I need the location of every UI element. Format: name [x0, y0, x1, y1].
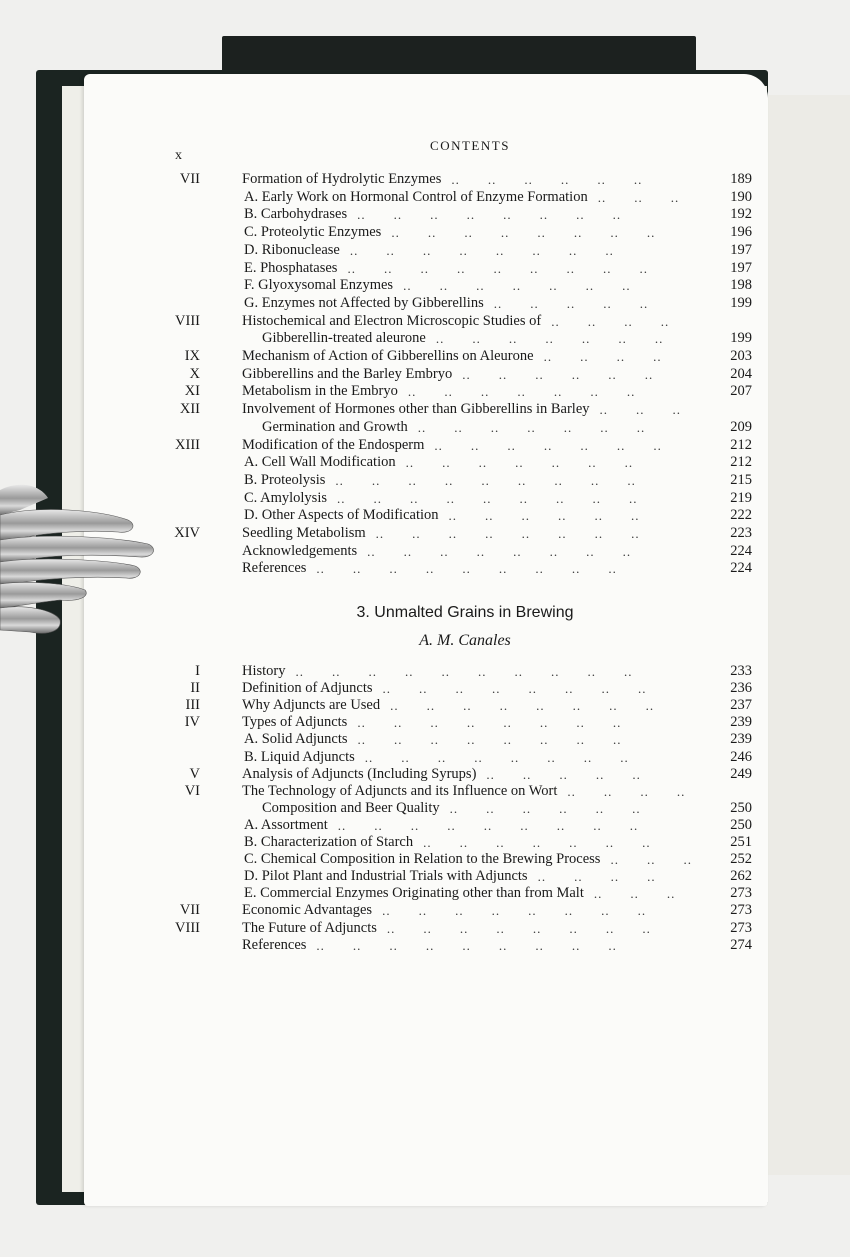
leader-dots: .. .. .. .. — [543, 349, 662, 364]
leader-dots: .. .. .. .. .. .. .. .. — [375, 526, 640, 541]
leader-dots: .. .. .. .. .. .. .. — [407, 384, 636, 400]
toc-entry-number: II — [190, 680, 200, 697]
toc-entry-page: 252 — [730, 851, 752, 868]
toc-entry — [0, 329, 850, 347]
toc-entry — [0, 884, 850, 902]
leader-dots: .. .. .. — [599, 402, 682, 418]
leader-dots: .. .. .. .. .. .. .. .. .. — [347, 260, 648, 276]
toc-entry-number: III — [185, 697, 200, 714]
leader-dots: .. .. .. .. .. .. .. .. — [390, 698, 655, 714]
toc-entry-title: Types of Adjuncts — [242, 714, 348, 731]
toc-entry-number: XIV — [174, 525, 200, 541]
leader-dots: .. .. .. .. .. .. .. — [434, 437, 662, 453]
toc-entry-title: B. Proteolysis — [244, 471, 326, 488]
toc-entry-number: VIII — [175, 312, 200, 329]
leader-dots: .. .. .. .. .. .. .. .. — [382, 903, 647, 919]
toc-entry-title: Germination and Growth — [262, 418, 408, 435]
leader-dots: .. .. .. .. .. .. .. .. — [357, 732, 622, 748]
toc-entry-page: 212 — [730, 436, 752, 453]
toc-entry — [0, 312, 850, 330]
leader-dots: .. .. .. .. .. .. — [448, 508, 640, 524]
toc-entry-page: 251 — [730, 834, 752, 850]
toc-entry — [0, 833, 850, 851]
toc-entry-title: F. Glyoxysomal Enzymes — [244, 277, 394, 294]
toc-entry — [0, 713, 850, 731]
toc-entry-title: C. Amylolysis — [244, 489, 327, 506]
toc-entry — [0, 850, 850, 868]
toc-entry-number: XII — [179, 401, 200, 418]
toc-entry — [0, 294, 850, 312]
toc-entry — [0, 276, 850, 294]
toc-entry-title: G. Enzymes not Affected by Gibberellins — [244, 294, 484, 311]
toc-entry-title: Metabolism in the Embryo — [242, 383, 398, 400]
toc-entry — [0, 259, 850, 277]
toc-entry-page: 207 — [730, 383, 752, 400]
toc-entry-number: V — [189, 765, 200, 782]
toc-entry-page: 192 — [730, 206, 752, 223]
toc-entry-page: 209 — [730, 418, 752, 435]
leader-dots: .. .. .. .. .. .. .. .. .. — [335, 472, 636, 488]
toc-entry-title: References — [242, 560, 307, 577]
toc-entry-page: 237 — [730, 697, 752, 714]
leader-dots: .. .. .. .. .. .. .. .. — [357, 207, 622, 223]
toc-entry-page: 236 — [730, 680, 752, 697]
leader-dots: .. .. .. .. .. .. .. — [435, 331, 664, 347]
toc-entry-title: Mechanism of Action of Gibberellins on Aleurone — [242, 348, 534, 364]
toc-entry — [0, 188, 850, 206]
toc-entry-title: A. Cell Wall Modification — [244, 454, 396, 471]
leader-dots: .. .. .. .. .. .. .. .. .. — [316, 561, 617, 577]
toc-entry — [0, 730, 850, 748]
toc-entry — [0, 382, 850, 400]
chapter-title: 3. Unmalted Grains in Brewing — [356, 604, 574, 621]
toc-entry-title: Modification of the Endosperm — [242, 436, 425, 453]
toc-entry-page: 219 — [730, 489, 752, 506]
leader-dots: .. .. .. .. .. .. .. .. — [349, 242, 614, 258]
toc-entry — [0, 662, 850, 680]
toc-entry-number: IX — [184, 348, 200, 364]
toc-entry — [0, 170, 850, 188]
toc-entry-page: 222 — [730, 507, 752, 524]
toc-entry-page: 233 — [730, 663, 752, 679]
toc-entry-page: 212 — [730, 454, 752, 471]
leader-dots: .. .. .. .. .. .. .. .. — [382, 681, 647, 697]
toc-entry-page: 189 — [730, 171, 752, 187]
toc-entry-number: I — [195, 663, 200, 679]
leader-dots: .. .. .. .. .. .. .. — [405, 455, 634, 471]
toc-entry-title: History — [242, 663, 286, 679]
toc-entry-page: 273 — [730, 902, 752, 919]
toc-entry-page: 249 — [730, 765, 752, 782]
toc-entry-page: 273 — [730, 885, 752, 902]
leader-dots: .. .. .. .. .. .. — [449, 800, 641, 816]
toc-entry-title: B. Carbohydrases — [244, 206, 348, 223]
toc-entry-number: VIII — [175, 919, 200, 936]
page-holder-hand — [0, 470, 160, 640]
toc-entry — [0, 679, 850, 697]
toc-entry — [0, 919, 850, 937]
toc-entry-number: VII — [179, 171, 200, 187]
toc-entry-title: A. Assortment — [244, 816, 328, 833]
toc-entry-page: 199 — [730, 294, 752, 311]
toc-entry-number: IV — [184, 714, 200, 731]
toc-entry-title: D. Other Aspects of Modification — [244, 507, 439, 524]
page-number: x — [175, 148, 182, 163]
leader-dots: .. .. .. — [597, 189, 680, 205]
toc-entry-page: 197 — [730, 259, 752, 276]
leader-dots: .. .. .. .. .. .. .. .. — [391, 225, 656, 241]
leader-dots: .. .. .. .. .. .. .. .. .. — [337, 490, 638, 506]
toc-entry-page: 273 — [730, 919, 752, 936]
toc-entry — [0, 365, 850, 383]
toc-entry-title: Seedling Metabolism — [242, 525, 366, 541]
toc-entry-number: XIII — [175, 436, 200, 453]
toc-entry-title: Involvement of Hormones other than Gibberellins in Barley — [242, 401, 590, 418]
toc-entry-title: E. Phosphatases — [244, 259, 338, 276]
leader-dots: .. .. .. .. .. .. .. .. — [386, 920, 651, 936]
leader-dots: .. .. .. .. .. .. .. — [423, 835, 651, 850]
toc-entry-title: The Future of Adjuncts — [242, 919, 377, 936]
toc-entry-page: 204 — [730, 365, 752, 382]
toc-entry — [0, 936, 850, 954]
leader-dots: .. .. .. .. .. .. .. .. .. .. — [295, 664, 633, 679]
toc-entry-page: 239 — [730, 731, 752, 748]
toc-entry — [0, 400, 850, 418]
toc-entry-title: Histochemical and Electron Microscopic Studies of — [242, 312, 542, 329]
toc-entry-page: 190 — [730, 188, 752, 205]
toc-entry — [0, 816, 850, 834]
toc-entry-title: The Technology of Adjuncts and its Influence on Wort — [242, 782, 558, 799]
toc-entry — [0, 347, 850, 365]
toc-entry — [0, 205, 850, 223]
toc-entry — [0, 696, 850, 714]
toc-entry-page: 199 — [730, 330, 752, 347]
leader-dots: .. .. .. .. .. .. .. .. .. — [337, 817, 639, 833]
toc-entry-title: Analysis of Adjuncts (Including Syrups) — [242, 765, 477, 782]
leader-dots: .. .. .. — [610, 852, 692, 868]
toc-entry-title: E. Commercial Enzymes Originating other than from Malt — [244, 885, 584, 902]
toc-entry-title: References — [242, 936, 307, 953]
toc-entry-title: C. Chemical Composition in Relation to the Brewing Process — [244, 851, 601, 868]
toc-entry-title: Gibberellin-treated aleurone — [262, 330, 426, 347]
toc-entry — [0, 436, 850, 454]
toc-entry-title: Gibberellins and the Barley Embryo — [242, 365, 453, 382]
toc-entry-title: D. Ribonuclease — [244, 241, 340, 258]
leader-dots: .. .. .. — [593, 886, 676, 902]
leader-dots: .. .. .. .. .. .. .. — [403, 278, 631, 294]
toc-entry-title: Economic Advantages — [242, 902, 373, 919]
toc-entry-title: B. Liquid Adjuncts — [244, 748, 355, 765]
toc-entry-number: VII — [179, 902, 200, 919]
leader-dots: .. .. .. .. .. .. .. .. .. — [316, 937, 617, 953]
toc-entry — [0, 867, 850, 885]
toc-entry — [0, 418, 850, 436]
toc-entry-page: 250 — [730, 799, 752, 816]
toc-entry — [0, 453, 850, 471]
toc-entry — [0, 241, 850, 259]
leader-dots: .. .. .. .. .. .. .. .. — [357, 715, 622, 731]
toc-entry-page: 198 — [730, 277, 752, 294]
toc-entry-title: A. Early Work on Hormonal Control of Enzyme Formation — [244, 188, 588, 205]
toc-entry — [0, 223, 850, 241]
toc-entry-page: 197 — [730, 241, 752, 258]
toc-entry-page: 239 — [730, 714, 752, 731]
toc-entry-number: XI — [184, 383, 200, 400]
toc-entry-page: 224 — [730, 560, 752, 577]
toc-entry-page: 262 — [730, 868, 752, 885]
chapter-author: A. M. Canales — [419, 632, 511, 649]
leader-dots: .. .. .. .. .. — [493, 295, 649, 311]
toc-entry-title: Acknowledgements — [242, 542, 358, 559]
leader-dots: .. .. .. .. — [551, 313, 670, 329]
leader-dots: .. .. .. .. .. .. — [451, 172, 643, 187]
toc-entry-title: Definition of Adjuncts — [242, 680, 373, 697]
toc-entry — [0, 765, 850, 783]
toc-entry-title: D. Pilot Plant and Industrial Trials with Adjuncts — [244, 868, 528, 885]
leader-dots: .. .. .. .. — [567, 783, 686, 799]
leader-dots: .. .. .. .. — [537, 869, 656, 885]
toc-entry — [0, 901, 850, 919]
page-header-title: CONTENTS — [430, 138, 510, 153]
toc-entry — [0, 748, 850, 766]
toc-entry-page: 224 — [730, 542, 752, 559]
leader-dots: .. .. .. .. .. .. — [462, 366, 654, 382]
toc-entry-title: A. Solid Adjuncts — [244, 731, 348, 748]
toc-entry-page: 223 — [730, 525, 752, 541]
toc-entry-number: VI — [184, 782, 200, 799]
toc-entry-title: Why Adjuncts are Used — [242, 697, 381, 714]
toc-entry-page: 196 — [730, 224, 752, 241]
toc-entry — [0, 782, 850, 800]
toc-entry — [0, 799, 850, 817]
toc-entry-page: 203 — [730, 348, 752, 364]
toc-entry-title: C. Proteolytic Enzymes — [244, 224, 382, 241]
leader-dots: .. .. .. .. .. .. .. .. — [367, 543, 632, 559]
toc-entry-title: Composition and Beer Quality — [262, 799, 440, 816]
toc-entry-page: 215 — [730, 471, 752, 488]
toc-entry-page: 274 — [730, 936, 752, 953]
toc-entry-title: B. Characterization of Starch — [244, 834, 414, 850]
toc-entry-title: Formation of Hydrolytic Enzymes — [242, 171, 442, 187]
toc-entry-page: 246 — [730, 748, 752, 765]
leader-dots: .. .. .. .. .. — [486, 766, 641, 782]
leader-dots: .. .. .. .. .. .. .. .. — [364, 749, 629, 765]
toc-entry-number: X — [189, 365, 200, 382]
toc-entry-page: 250 — [730, 816, 752, 833]
leader-dots: .. .. .. .. .. .. .. — [417, 419, 646, 435]
